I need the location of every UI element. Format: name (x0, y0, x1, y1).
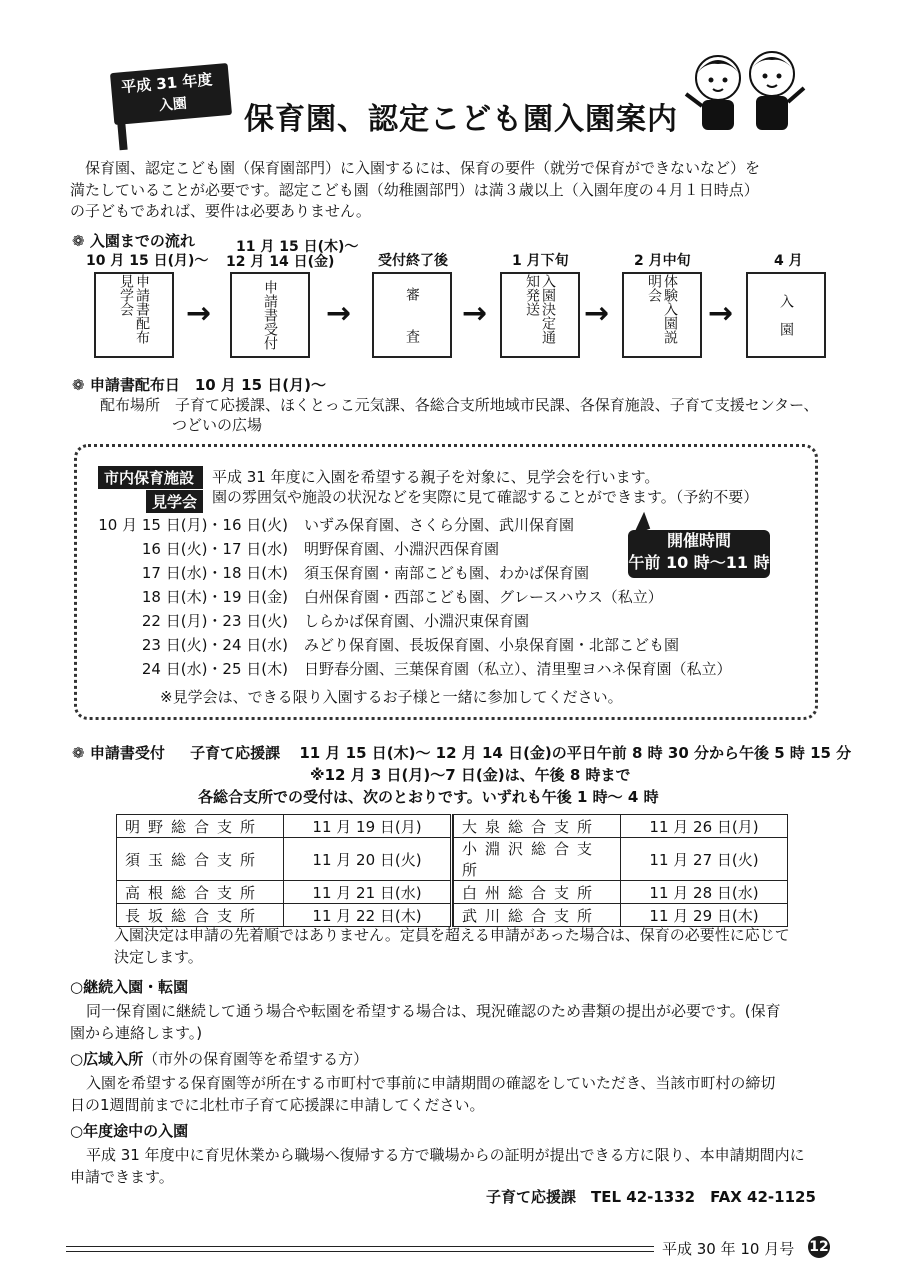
flow-step-distribution: 申請書配布 見学会 (94, 272, 174, 358)
flower-icon: ❁ (72, 376, 85, 394)
branch-office-table (116, 814, 788, 927)
tour-row: 22 日(月)・23 日(火) しらかば保育園、小淵沢東保育園 (141, 612, 530, 630)
tour-row: 24 日(水)・25 日(木) 日野春分園、三葉保育園（私立）、清里聖ヨハネ保育園（私立） (141, 660, 732, 678)
tour-row: 17 日(水)・18 日(木) 須玉保育園・南部こども園、わかば保育園 (141, 564, 590, 582)
intro-line: 満たしていることが必要です。認定こども園（幼稚園部門）は満３歳以上（入園年度の４月１日時点） (70, 180, 759, 199)
footer-rule (66, 1246, 654, 1252)
table-row: 明野総合支所 11 月 19 日(月) 大泉総合支所 11 月 26 日(月) (117, 815, 788, 838)
midyear-text: 平成 31 年度中に育児休業から職場へ復帰する方で職場からの証明が提出できる方に限り、本申請期間内に (86, 1146, 805, 1164)
decision-text: 決定します。 (114, 948, 203, 966)
tour-desc: 平成 31 年度に入園を希望する親子を対象に、見学会を行います。 (212, 468, 660, 486)
flow-date: 4 月 (774, 253, 803, 269)
reception-note: ※12 月 3 日(月)〜7 日(金)は、午後 8 時まで (310, 766, 631, 784)
wide-area-text: 入園を希望する保育園等が所在する市町村で事前に申請期間の確認をしていただき、当該市町村の締切 (86, 1074, 776, 1092)
flow-step-admission: 入 園 (746, 272, 826, 358)
flow-date: 10 月 15 日(月)〜 (86, 253, 209, 269)
flow-step-trial: 体験入園説明会 (622, 272, 702, 358)
tour-row: 16 日(火)・17 日(水) 明野保育園、小淵沢西保育園 (141, 540, 500, 558)
wide-area-text: 日の1週間前までに北杜市子育て応援課に申請してください。 (70, 1096, 485, 1114)
contact-info: 子育て応援課 TEL 42-1332 FAX 42-1125 (486, 1188, 816, 1206)
continuing-text: 同一保育園に継続して通う場合や転園を希望する場合は、現況確認のため書類の提出が必要です。(保育 (86, 1002, 781, 1020)
issue-label: 平成 30 年 10 月号 (662, 1240, 795, 1258)
midyear-text: 申請できます。 (70, 1168, 174, 1186)
intro-line: の子どもであれば、要件は必要ありません。 (70, 202, 371, 220)
flower-icon: ❁ (72, 744, 85, 762)
branch-intro: 各総合支所での受付は、次のとおりです。いずれも午後 1 時〜 4 時 (198, 788, 659, 806)
tour-tag-line2: 見学会 (146, 490, 203, 513)
arrow-right-icon: → (186, 296, 212, 331)
tour-tag-line1: 市内保育施設 (98, 466, 203, 489)
flow-date: 12 月 14 日(金) (226, 254, 335, 270)
flag-line1: 平成 31 年度 (120, 70, 213, 97)
distribution-place-cont: つどいの広場 (172, 416, 263, 434)
arrow-right-icon: → (462, 296, 488, 331)
tour-desc: 園の雰囲気や施設の状況などを実際に見て確認することができます。（予約不要） (212, 488, 759, 506)
flow-date: 受付終了後 (378, 253, 448, 269)
intro-paragraph (70, 158, 832, 223)
flow-step-notice: 入園決定通知発送 (500, 272, 580, 358)
tour-row: 23 日(火)・24 日(水) みどり保育園、長坂保育園、小泉保育園・北部こども園 (141, 636, 680, 654)
wide-area-heading: ○広域入所（市外の保育園等を希望する方） (70, 1050, 369, 1068)
flow-date: 11 月 15 日(木)〜 (236, 239, 359, 255)
flow-date: 2 月中旬 (634, 253, 691, 269)
flower-icon: ❁ (72, 232, 85, 250)
tour-row: 10 月 15 日(月)・16 日(火) いずみ保育園、さくら分園、武川保育園 (98, 516, 575, 534)
flow-date: 1 月下旬 (512, 253, 569, 269)
tour-note: ※見学会は、できる限り入園するお子様と一緒に参加してください。 (160, 688, 623, 706)
arrow-right-icon: → (326, 296, 352, 331)
year-flag (110, 63, 232, 125)
decision-text: 入園決定は申請の先着順ではありません。定員を超える申請があった場合は、保育の必要性に応じて (114, 926, 790, 944)
hours-badge (628, 530, 770, 578)
continuing-text: 園から連絡します。) (70, 1024, 203, 1042)
table-row: 須玉総合支所 11 月 20 日(火) 小淵沢総合支所 11 月 27 日(火) (117, 838, 788, 881)
hours-value: 午前 10 時〜11 時 (628, 553, 770, 572)
continuing-heading: ○継続入園・転園 (70, 978, 189, 996)
children-illustration (680, 44, 810, 144)
arrow-right-icon: → (584, 296, 610, 331)
hours-label: 開催時間 (666, 531, 731, 550)
flow-step-review: 審 査 (372, 272, 452, 358)
distribution-place: 配布場所 子育て応援課、ほくとっこ元気課、各総合支所地域市民課、各保育施設、子育て支援センター、 (100, 396, 819, 414)
page-number: 12 (808, 1236, 830, 1258)
table-row: 高根総合支所 11 月 21 日(水) 白州総合支所 11 月 28 日(水) (117, 881, 788, 904)
flow-heading: ❁ 入園までの流れ (72, 232, 195, 250)
table-row: 長坂総合支所 11 月 22 日(木) 武川総合支所 11 月 29 日(木) (117, 904, 788, 927)
tour-row: 18 日(木)・19 日(金) 白州保育園・西部こども園、グレースハウス（私立） (141, 588, 663, 606)
tour-tag (98, 466, 203, 513)
reception-line: ❁ 申請書受付 子育て応援課 11 月 15 日(木)〜 12 月 14 日(金)の平日午前 8 時 30 分から午後 5 時 15 分 (72, 744, 852, 762)
arrow-right-icon: → (708, 296, 734, 331)
flow-step-reception: 申請書受付 (230, 272, 310, 358)
midyear-heading: ○年度途中の入園 (70, 1122, 189, 1140)
intro-line: 保育園、認定こども園（保育園部門）に入園するには、保育の要件（就労で保育ができないなど）を (85, 159, 761, 177)
flag-line2: 入園 (158, 95, 188, 115)
distribution-heading: ❁ 申請書配布日 10 月 15 日(月)〜 (72, 376, 326, 394)
page-title: 保育園、認定こども園入園案内 (244, 102, 678, 137)
